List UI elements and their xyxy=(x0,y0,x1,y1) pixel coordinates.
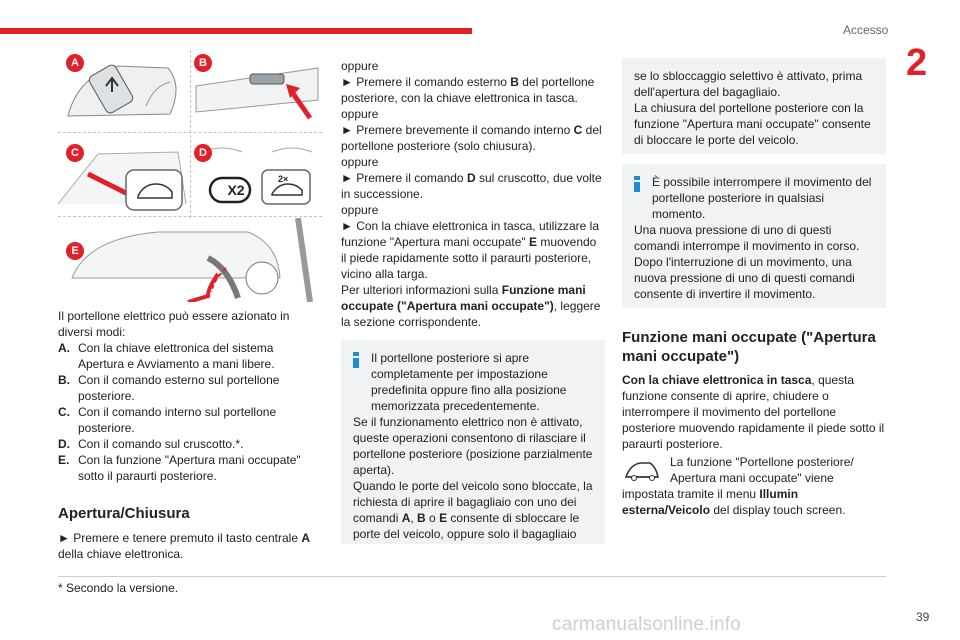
tailgate-controls-illustration xyxy=(58,46,322,302)
marker-c: C xyxy=(66,144,84,162)
column-3 xyxy=(622,58,886,518)
info-text: La chiusura del portellone posteriore con la funzione "Apertura mani occupate" consente di bloccare le porte del veicolo. xyxy=(634,101,871,147)
info-lead: Il portellone posteriore si apre completamente per impostazione predefinita oppure fino alla posizione memorizzata precedentemente. xyxy=(371,351,567,413)
marker-e: E xyxy=(66,242,84,260)
marker-d: D xyxy=(194,144,212,162)
step-text: ► Con la chiave elettronica in tasca, utilizzare la funzione "Apertura mani occupate" E muovendo il piede rapidamente sotto il paraurti posteriore, vicino alla targa. xyxy=(341,219,599,281)
figure-divider xyxy=(58,216,322,217)
section-heading: Apertura/Chiusura xyxy=(58,505,190,522)
info-icon xyxy=(353,352,359,368)
footer-divider xyxy=(58,576,886,577)
list-item: A. Con la chiave elettronica del sistema Apertura e Avviamento a mani libere. xyxy=(58,341,275,371)
column-2 xyxy=(341,58,605,544)
double-press-badge: 2× xyxy=(278,174,289,184)
info-text: Una nuova pressione di uno di questi comandi interrompe il movimento in corso. xyxy=(634,223,860,253)
marker-b: B xyxy=(194,54,212,72)
list-item: D. Con il comando sul cruscotto.*. xyxy=(58,437,244,451)
dashboard-button-drawing xyxy=(192,134,322,216)
list-item: C. Con il comando interno sul portellone posteriore. xyxy=(58,405,277,435)
column-1 xyxy=(58,308,322,562)
info-text: Dopo l'interruzione di un movimento, una nuova pressione di uno di questi comandi consente di invertire il movimento. xyxy=(634,255,855,301)
footnote: * Secondo la versione. xyxy=(58,581,179,595)
reference-text: Per ulteriori informazioni sulla Funzione mani occupate ("Apertura mani occupate"), leggere la sezione corrispondente. xyxy=(341,283,601,329)
oppure-text: oppure xyxy=(341,155,379,169)
section-heading: Funzione mani occupate ("Apertura mani occupate") xyxy=(622,329,876,365)
info-text: Quando le porte del veicolo sono bloccate, la richiesta di aprire il bagagliaio con uno dei comandi A, B o E consente di sbloccare le porte del veicolo, oppure solo il bagagliaio xyxy=(353,479,593,541)
info-box xyxy=(622,164,886,308)
car-tailgate-icon xyxy=(622,455,662,483)
section-title: Accesso xyxy=(843,23,889,37)
setting-note: La funzione "Portellone posteriore/ Apertura mani occupate" viene impostata tramite il menu Illumin esterna/Veicolo del display touch screen. xyxy=(622,455,854,517)
page-number: 39 xyxy=(916,610,930,624)
step-text: ► Premere e tenere premuto il tasto centrale A della chiave elettronica. xyxy=(58,531,310,561)
list-item: E. Con la funzione "Apertura mani occupate" sotto il paraurti posteriore. xyxy=(58,453,301,483)
info-box-continued xyxy=(622,58,886,154)
figure-divider xyxy=(58,132,322,133)
info-text: Se il funzionamento elettrico non è attivato, queste operazioni consentono di rilasciare il portellone posteriore (posizione parzialmente aperta). xyxy=(353,415,593,477)
marker-a: A xyxy=(66,54,84,72)
intro-text: Il portellone elettrico può essere azionato in diversi modi: xyxy=(58,309,290,339)
double-press-label: X2 xyxy=(227,182,245,198)
info-box xyxy=(341,340,605,544)
chapter-number: 2 xyxy=(906,42,928,84)
info-lead: È possibile interrompere il movimento del portellone posteriore in qualsiasi momento. xyxy=(652,175,872,221)
step-text: ► Premere brevemente il comando interno C del portellone posteriore (solo chiusura). xyxy=(341,123,602,153)
oppure-text: oppure xyxy=(341,59,379,73)
step-text: ► Premere il comando esterno B del portellone posteriore, con la chiave elettronica in tasca. xyxy=(341,75,595,105)
step-text: ► Premere il comando D sul cruscotto, due volte in successione. xyxy=(341,171,602,201)
oppure-text: oppure xyxy=(341,203,379,217)
exterior-button-drawing xyxy=(192,46,322,130)
list-item: B. Con il comando esterno sul portellone posteriore. xyxy=(58,373,280,403)
watermark: carmanualsonline.info xyxy=(552,614,742,635)
info-icon xyxy=(634,176,640,192)
hands-free-kick-drawing xyxy=(58,218,322,302)
header-accent-bar xyxy=(0,28,472,34)
oppure-text: oppure xyxy=(341,107,379,121)
body-text: Con la chiave elettronica in tasca, questa funzione consente di aprire, chiudere o interrompere il movimento del portellone posteriore muovendo rapidamente il piede sotto il paraurti posteriore. xyxy=(622,373,885,451)
figure-divider xyxy=(190,50,191,218)
info-text: se lo sbloccaggio selettivo è attivato, prima dell'apertura del bagagliaio. xyxy=(634,69,863,99)
